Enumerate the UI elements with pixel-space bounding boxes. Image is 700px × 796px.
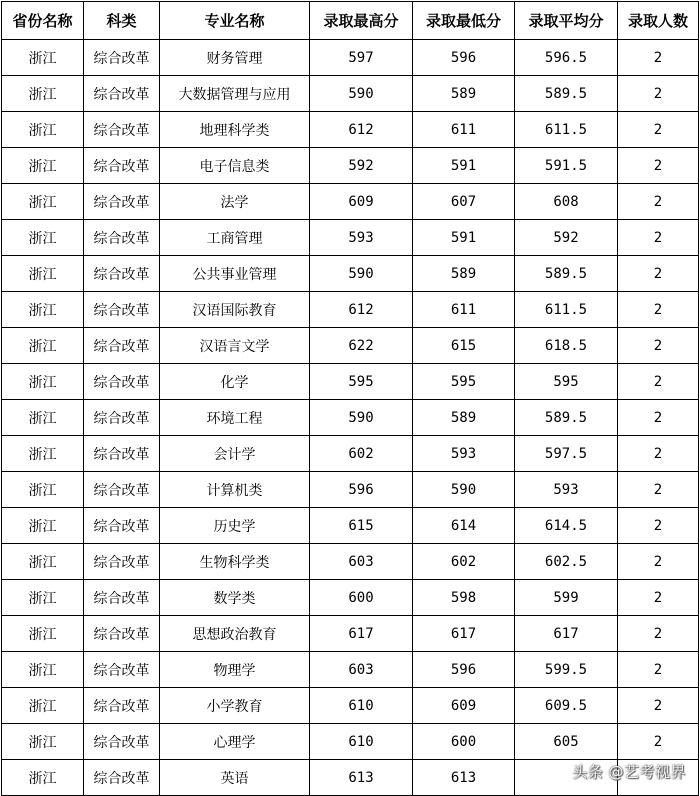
major-cell: 法学 — [160, 184, 310, 220]
min-score-cell: 596 — [413, 652, 515, 688]
max-score-cell: 596 — [310, 472, 413, 508]
min-score-cell: 609 — [413, 688, 515, 724]
enrolled-count-cell: 2 — [618, 112, 699, 148]
category-cell: 综合改革 — [84, 148, 160, 184]
table-row — [2, 292, 699, 328]
province-cell: 浙江 — [2, 724, 84, 760]
major-cell: 工商管理 — [160, 220, 310, 256]
header-province: 省份名称 — [2, 2, 84, 40]
major-cell: 公共事业管理 — [160, 256, 310, 292]
enrolled-count-cell: 2 — [618, 580, 699, 616]
major-cell: 环境工程 — [160, 400, 310, 436]
min-score-cell: 615 — [413, 328, 515, 364]
avg-score-cell: 589.5 — [515, 400, 618, 436]
major-cell: 物理学 — [160, 652, 310, 688]
enrolled-count-cell: 2 — [618, 544, 699, 580]
avg-score-cell: 608 — [515, 184, 618, 220]
header-major: 专业名称 — [160, 2, 310, 40]
max-score-cell: 597 — [310, 40, 413, 76]
min-score-cell: 607 — [413, 184, 515, 220]
min-score-cell: 591 — [413, 148, 515, 184]
enrolled-count-cell: 2 — [618, 616, 699, 652]
min-score-cell: 590 — [413, 472, 515, 508]
max-score-cell: 610 — [310, 688, 413, 724]
table-row — [2, 400, 699, 436]
table-row — [2, 364, 699, 400]
table-row — [2, 76, 699, 112]
table-row — [2, 436, 699, 472]
avg-score-cell: 589.5 — [515, 256, 618, 292]
min-score-cell: 611 — [413, 112, 515, 148]
major-cell: 大数据管理与应用 — [160, 76, 310, 112]
avg-score-cell: 611.5 — [515, 112, 618, 148]
header-avg-score: 录取平均分 — [515, 2, 618, 40]
max-score-cell: 602 — [310, 436, 413, 472]
category-cell: 综合改革 — [84, 364, 160, 400]
enrolled-count-cell: 2 — [618, 220, 699, 256]
header-row — [2, 2, 699, 40]
major-cell: 数学类 — [160, 580, 310, 616]
table-row — [2, 652, 699, 688]
min-score-cell: 589 — [413, 76, 515, 112]
province-cell: 浙江 — [2, 400, 84, 436]
table-row — [2, 724, 699, 760]
major-cell: 历史学 — [160, 508, 310, 544]
table-body — [2, 40, 699, 796]
major-cell: 化学 — [160, 364, 310, 400]
major-cell: 会计学 — [160, 436, 310, 472]
avg-score-cell: 605 — [515, 724, 618, 760]
major-cell: 汉语言文学 — [160, 328, 310, 364]
table-row — [2, 616, 699, 652]
min-score-cell: 598 — [413, 580, 515, 616]
major-cell: 英语 — [160, 760, 310, 796]
enrolled-count-cell: 2 — [618, 724, 699, 760]
max-score-cell: 593 — [310, 220, 413, 256]
category-cell: 综合改革 — [84, 256, 160, 292]
max-score-cell: 622 — [310, 328, 413, 364]
province-cell: 浙江 — [2, 616, 84, 652]
category-cell: 综合改革 — [84, 544, 160, 580]
max-score-cell: 613 — [310, 760, 413, 796]
table-row — [2, 688, 699, 724]
major-cell: 地理科学类 — [160, 112, 310, 148]
category-cell: 综合改革 — [84, 292, 160, 328]
avg-score-cell: 611.5 — [515, 292, 618, 328]
enrolled-count-cell: 2 — [618, 472, 699, 508]
avg-score-cell: 595 — [515, 364, 618, 400]
table-row — [2, 184, 699, 220]
table-row — [2, 148, 699, 184]
watermark: 头条 @艺考视界 — [572, 763, 686, 781]
max-score-cell: 612 — [310, 292, 413, 328]
avg-score-cell: 599.5 — [515, 652, 618, 688]
enrolled-count-cell: 2 — [618, 292, 699, 328]
enrolled-count-cell: 2 — [618, 328, 699, 364]
avg-score-cell: 617 — [515, 616, 618, 652]
min-score-cell: 591 — [413, 220, 515, 256]
table-row — [2, 112, 699, 148]
province-cell: 浙江 — [2, 328, 84, 364]
province-cell: 浙江 — [2, 256, 84, 292]
table-row — [2, 40, 699, 76]
table-header — [2, 2, 699, 40]
category-cell: 综合改革 — [84, 184, 160, 220]
province-cell: 浙江 — [2, 472, 84, 508]
category-cell: 综合改革 — [84, 724, 160, 760]
min-score-cell: 589 — [413, 400, 515, 436]
min-score-cell: 611 — [413, 292, 515, 328]
category-cell: 综合改革 — [84, 688, 160, 724]
avg-score-cell: 591.5 — [515, 148, 618, 184]
major-cell: 思想政治教育 — [160, 616, 310, 652]
province-cell: 浙江 — [2, 220, 84, 256]
avg-score-cell: 589.5 — [515, 76, 618, 112]
province-cell: 浙江 — [2, 652, 84, 688]
min-score-cell: 589 — [413, 256, 515, 292]
category-cell: 综合改革 — [84, 652, 160, 688]
max-score-cell: 595 — [310, 364, 413, 400]
province-cell: 浙江 — [2, 688, 84, 724]
category-cell: 综合改革 — [84, 508, 160, 544]
avg-score-cell: 592 — [515, 220, 618, 256]
avg-score-cell: 614.5 — [515, 508, 618, 544]
table-row — [2, 508, 699, 544]
enrolled-count-cell: 2 — [618, 688, 699, 724]
category-cell: 综合改革 — [84, 580, 160, 616]
admission-score-table — [1, 1, 699, 796]
province-cell: 浙江 — [2, 508, 84, 544]
avg-score-cell: 602.5 — [515, 544, 618, 580]
category-cell: 综合改革 — [84, 616, 160, 652]
table-row — [2, 256, 699, 292]
province-cell: 浙江 — [2, 364, 84, 400]
enrolled-count-cell: 2 — [618, 364, 699, 400]
avg-score-cell: 609.5 — [515, 688, 618, 724]
enrolled-count-cell: 2 — [618, 184, 699, 220]
table-row — [2, 220, 699, 256]
province-cell: 浙江 — [2, 40, 84, 76]
avg-score-cell: 597.5 — [515, 436, 618, 472]
enrolled-count-cell: 2 — [618, 256, 699, 292]
avg-score-cell: 596.5 — [515, 40, 618, 76]
major-cell: 心理学 — [160, 724, 310, 760]
province-cell: 浙江 — [2, 292, 84, 328]
min-score-cell: 593 — [413, 436, 515, 472]
min-score-cell: 600 — [413, 724, 515, 760]
province-cell: 浙江 — [2, 148, 84, 184]
min-score-cell: 614 — [413, 508, 515, 544]
max-score-cell: 609 — [310, 184, 413, 220]
major-cell: 财务管理 — [160, 40, 310, 76]
category-cell: 综合改革 — [84, 40, 160, 76]
table-row — [2, 472, 699, 508]
min-score-cell: 596 — [413, 40, 515, 76]
max-score-cell: 590 — [310, 256, 413, 292]
max-score-cell: 603 — [310, 652, 413, 688]
header-min-score: 录取最低分 — [413, 2, 515, 40]
header-max-score: 录取最高分 — [310, 2, 413, 40]
max-score-cell: 615 — [310, 508, 413, 544]
max-score-cell: 612 — [310, 112, 413, 148]
major-cell: 汉语国际教育 — [160, 292, 310, 328]
category-cell: 综合改革 — [84, 220, 160, 256]
table-row — [2, 544, 699, 580]
enrolled-count-cell: 2 — [618, 436, 699, 472]
table-row — [2, 328, 699, 364]
category-cell: 综合改革 — [84, 472, 160, 508]
max-score-cell: 590 — [310, 76, 413, 112]
province-cell: 浙江 — [2, 112, 84, 148]
major-cell: 小学教育 — [160, 688, 310, 724]
category-cell: 综合改革 — [84, 760, 160, 796]
table-row — [2, 580, 699, 616]
avg-score-cell: 618.5 — [515, 328, 618, 364]
province-cell: 浙江 — [2, 760, 84, 796]
max-score-cell: 592 — [310, 148, 413, 184]
province-cell: 浙江 — [2, 580, 84, 616]
enrolled-count-cell: 2 — [618, 148, 699, 184]
min-score-cell: 613 — [413, 760, 515, 796]
enrolled-count-cell: 2 — [618, 652, 699, 688]
category-cell: 综合改革 — [84, 112, 160, 148]
enrolled-count-cell: 2 — [618, 508, 699, 544]
header-enrolled-count: 录取人数 — [618, 2, 699, 40]
max-score-cell: 617 — [310, 616, 413, 652]
max-score-cell: 600 — [310, 580, 413, 616]
enrolled-count-cell: 2 — [618, 400, 699, 436]
province-cell: 浙江 — [2, 436, 84, 472]
max-score-cell: 590 — [310, 400, 413, 436]
enrolled-count-cell: 2 — [618, 40, 699, 76]
min-score-cell: 602 — [413, 544, 515, 580]
category-cell: 综合改革 — [84, 76, 160, 112]
major-cell: 生物科学类 — [160, 544, 310, 580]
min-score-cell: 617 — [413, 616, 515, 652]
province-cell: 浙江 — [2, 184, 84, 220]
major-cell: 计算机类 — [160, 472, 310, 508]
min-score-cell: 595 — [413, 364, 515, 400]
province-cell: 浙江 — [2, 76, 84, 112]
max-score-cell: 610 — [310, 724, 413, 760]
province-cell: 浙江 — [2, 544, 84, 580]
avg-score-cell: 599 — [515, 580, 618, 616]
header-category: 科类 — [84, 2, 160, 40]
category-cell: 综合改革 — [84, 400, 160, 436]
enrolled-count-cell: 2 — [618, 76, 699, 112]
category-cell: 综合改革 — [84, 328, 160, 364]
category-cell: 综合改革 — [84, 436, 160, 472]
max-score-cell: 603 — [310, 544, 413, 580]
major-cell: 电子信息类 — [160, 148, 310, 184]
avg-score-cell: 593 — [515, 472, 618, 508]
